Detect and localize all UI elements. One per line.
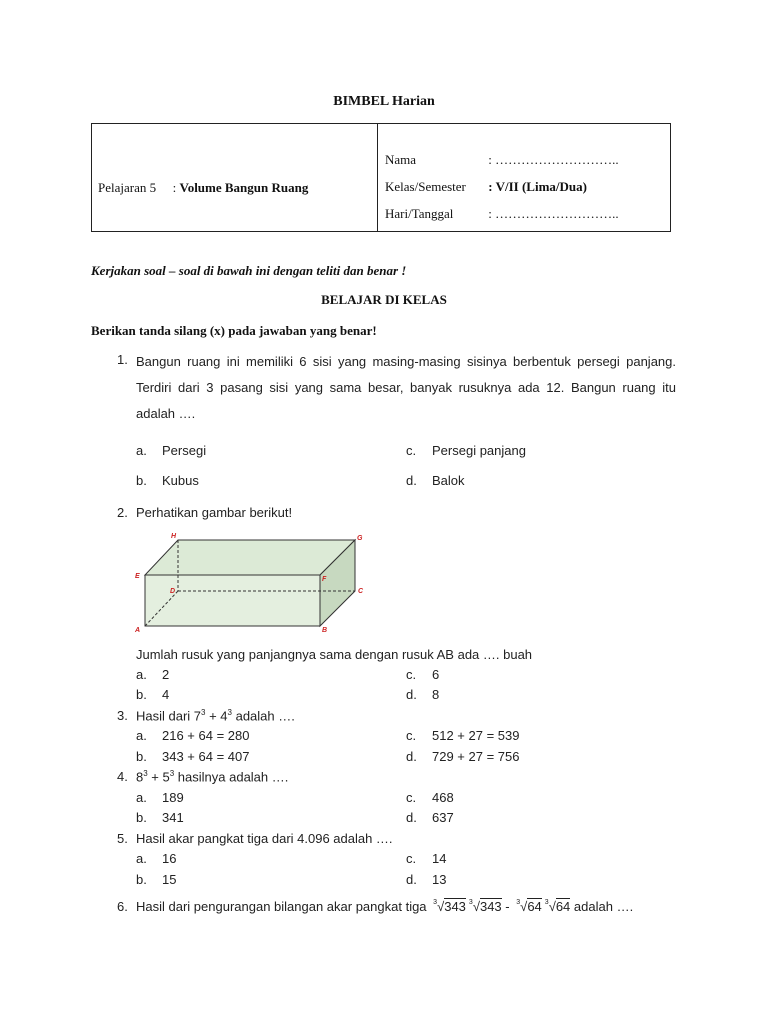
option-1d[interactable] xyxy=(406,473,465,488)
option-letter: c. xyxy=(406,667,417,682)
option-5b[interactable] xyxy=(136,872,176,887)
option-2d[interactable] xyxy=(406,687,439,702)
q4-mid: + 5 xyxy=(147,769,170,785)
q6-suffix: adalah …. xyxy=(573,899,634,914)
q4-exp2: 3 xyxy=(169,769,175,778)
question-1-text: Bangun ruang ini memiliki 6 sisi yang masing-masing sisinya berbentuk persegi panjang. Terdiri dari 3 pasang sisi yang sama besar, banyak rusuknya ada 12. Bangun ruang itu adalah …. xyxy=(136,354,676,421)
option-4c[interactable] xyxy=(406,790,454,805)
vertex-label-h: H xyxy=(171,533,177,540)
option-letter: c. xyxy=(406,790,417,805)
lesson-label: Pelajaran 5 xyxy=(98,180,157,195)
option-text: 341 xyxy=(162,810,184,825)
option-5d[interactable] xyxy=(406,872,446,887)
instruction: Kerjakan soal – soal di bawah ini dengan teliti dan benar ! xyxy=(91,263,407,278)
option-text: 637 xyxy=(432,810,454,825)
vertex-label-c: C xyxy=(358,588,364,595)
option-letter: d. xyxy=(406,687,417,702)
info-box-divider xyxy=(377,124,378,231)
option-letter: d. xyxy=(406,749,417,764)
option-1c[interactable] xyxy=(406,443,526,458)
option-letter: d. xyxy=(406,872,417,887)
option-4a[interactable] xyxy=(136,790,184,805)
option-text: 8 xyxy=(432,687,440,702)
q4-suffix: hasilnya adalah …. xyxy=(174,769,289,785)
option-2b[interactable] xyxy=(136,687,169,702)
option-letter: a. xyxy=(136,443,147,458)
vertex-label-a: A xyxy=(135,627,141,634)
root-index: 3 xyxy=(544,899,549,906)
option-text: 4 xyxy=(162,687,170,702)
radicand: 343 xyxy=(479,899,502,914)
q3-exp1: 3 xyxy=(201,708,206,717)
vertex-label-b: B xyxy=(322,627,328,634)
field-value: : ……………………….. xyxy=(488,206,619,221)
cube-root-4: $^3$√64 xyxy=(544,899,571,914)
question-2-text: Perhatikan gambar berikut! xyxy=(136,505,293,520)
field-value: : V/II (Lima/Dua) xyxy=(488,179,587,194)
option-letter: a. xyxy=(136,851,147,866)
cuboid-front-face xyxy=(145,575,320,626)
radicand: 343 xyxy=(444,899,466,914)
option-text: 13 xyxy=(432,872,447,887)
option-1a[interactable] xyxy=(136,443,206,458)
option-3b[interactable] xyxy=(136,749,249,764)
option-3d[interactable] xyxy=(406,749,519,764)
question-2-question: Jumlah rusuk yang panjangnya sama dengan rusuk AB ada …. buah xyxy=(136,647,533,662)
q4-exp1: 3 xyxy=(143,769,148,778)
root-index: 3 xyxy=(516,899,521,906)
task-instruction: Berikan tanda silang (x) pada jawaban yang benar! xyxy=(91,323,377,338)
option-text: 2 xyxy=(162,667,170,682)
question-6-text xyxy=(136,899,633,914)
field-label: Kelas/Semester xyxy=(385,179,466,194)
lesson-title: Volume Bangun Ruang xyxy=(179,180,309,195)
vertex-label-g: G xyxy=(357,535,363,542)
minus-sign: - xyxy=(505,899,510,914)
option-text: 729 + 27 = 756 xyxy=(432,749,520,764)
option-letter: a. xyxy=(136,790,147,805)
question-number: 3. xyxy=(117,708,128,723)
option-letter: d. xyxy=(406,473,417,488)
option-letter: b. xyxy=(136,810,147,825)
option-4d[interactable] xyxy=(406,810,454,825)
option-3a[interactable] xyxy=(136,728,249,743)
question-number: 6. xyxy=(117,899,128,914)
vertex-label-d: D xyxy=(170,588,176,595)
option-1b[interactable] xyxy=(136,473,199,488)
cuboid-top-face xyxy=(145,540,355,575)
cube-root-2: $^3$√343 xyxy=(468,899,502,914)
option-text: 14 xyxy=(432,851,447,866)
question-5-text: Hasil akar pangkat tiga dari 4.096 adalah …. xyxy=(136,831,393,846)
option-letter: b. xyxy=(136,473,147,488)
question-number: 4. xyxy=(117,769,128,784)
q3-exp2: 3 xyxy=(227,708,232,717)
option-text: 216 + 64 = 280 xyxy=(162,728,250,743)
option-text: Balok xyxy=(432,473,465,488)
root-index: 3 xyxy=(433,899,438,906)
vertex-label-f: F xyxy=(322,576,327,583)
option-text: 512 + 27 = 539 xyxy=(432,728,520,743)
q3-prefix: Hasil dari 7 xyxy=(136,708,202,724)
page-title: BIMBEL Harian xyxy=(333,94,435,109)
option-letter: b. xyxy=(136,872,147,887)
option-text: 16 xyxy=(162,851,177,866)
option-letter: a. xyxy=(136,667,147,682)
option-letter: c. xyxy=(406,443,417,458)
field-nama xyxy=(385,152,619,168)
option-2c[interactable] xyxy=(406,667,439,682)
option-text: 468 xyxy=(432,790,454,805)
cube-root-3: $^3$√64 xyxy=(516,899,542,914)
option-letter: c. xyxy=(406,851,417,866)
question-number: 5. xyxy=(117,831,128,846)
option-3c[interactable] xyxy=(406,728,519,743)
q3-mid: + 4 xyxy=(205,708,228,724)
radicand: 64 xyxy=(555,899,571,914)
radicand: 64 xyxy=(527,899,542,914)
option-letter: d. xyxy=(406,810,417,825)
option-letter: b. xyxy=(136,749,147,764)
option-letter: a. xyxy=(136,728,147,743)
option-5a[interactable] xyxy=(136,851,176,866)
option-text: 189 xyxy=(162,790,184,805)
option-text: Kubus xyxy=(162,473,199,488)
option-text: 6 xyxy=(432,667,440,682)
section-title: BELAJAR DI KELAS xyxy=(321,292,447,307)
option-2a[interactable] xyxy=(136,667,169,682)
info-box xyxy=(91,123,671,232)
question-3-text xyxy=(136,708,295,723)
option-4b[interactable] xyxy=(136,810,184,825)
field-hari xyxy=(385,206,619,222)
root-index: 3 xyxy=(468,899,473,906)
q6-prefix: Hasil dari pengurangan bilangan akar pangkat tiga xyxy=(136,899,427,914)
option-letter: b. xyxy=(136,687,147,702)
lesson-info xyxy=(98,180,308,196)
option-text: 343 + 64 = 407 xyxy=(162,749,250,764)
q4-base1: 8 xyxy=(136,769,144,785)
lesson-sep: : xyxy=(172,180,177,195)
cuboid-figure xyxy=(130,528,370,638)
field-label: Nama xyxy=(385,152,417,167)
option-text: Persegi xyxy=(162,443,207,458)
q3-suffix: adalah …. xyxy=(231,708,295,724)
question-4-text xyxy=(136,769,288,784)
field-kelas xyxy=(385,179,587,195)
field-value: : ……………………….. xyxy=(488,152,619,167)
question-number: 2. xyxy=(117,505,128,520)
cube-root-1: $^3$√343 xyxy=(433,899,466,914)
option-letter: c. xyxy=(406,728,417,743)
option-text: 15 xyxy=(162,872,177,887)
vertex-label-e: E xyxy=(135,573,140,580)
option-5c[interactable] xyxy=(406,851,446,866)
field-label: Hari/Tanggal xyxy=(385,206,454,221)
question-number: 1. xyxy=(117,352,128,367)
option-text: Persegi panjang xyxy=(432,443,526,458)
